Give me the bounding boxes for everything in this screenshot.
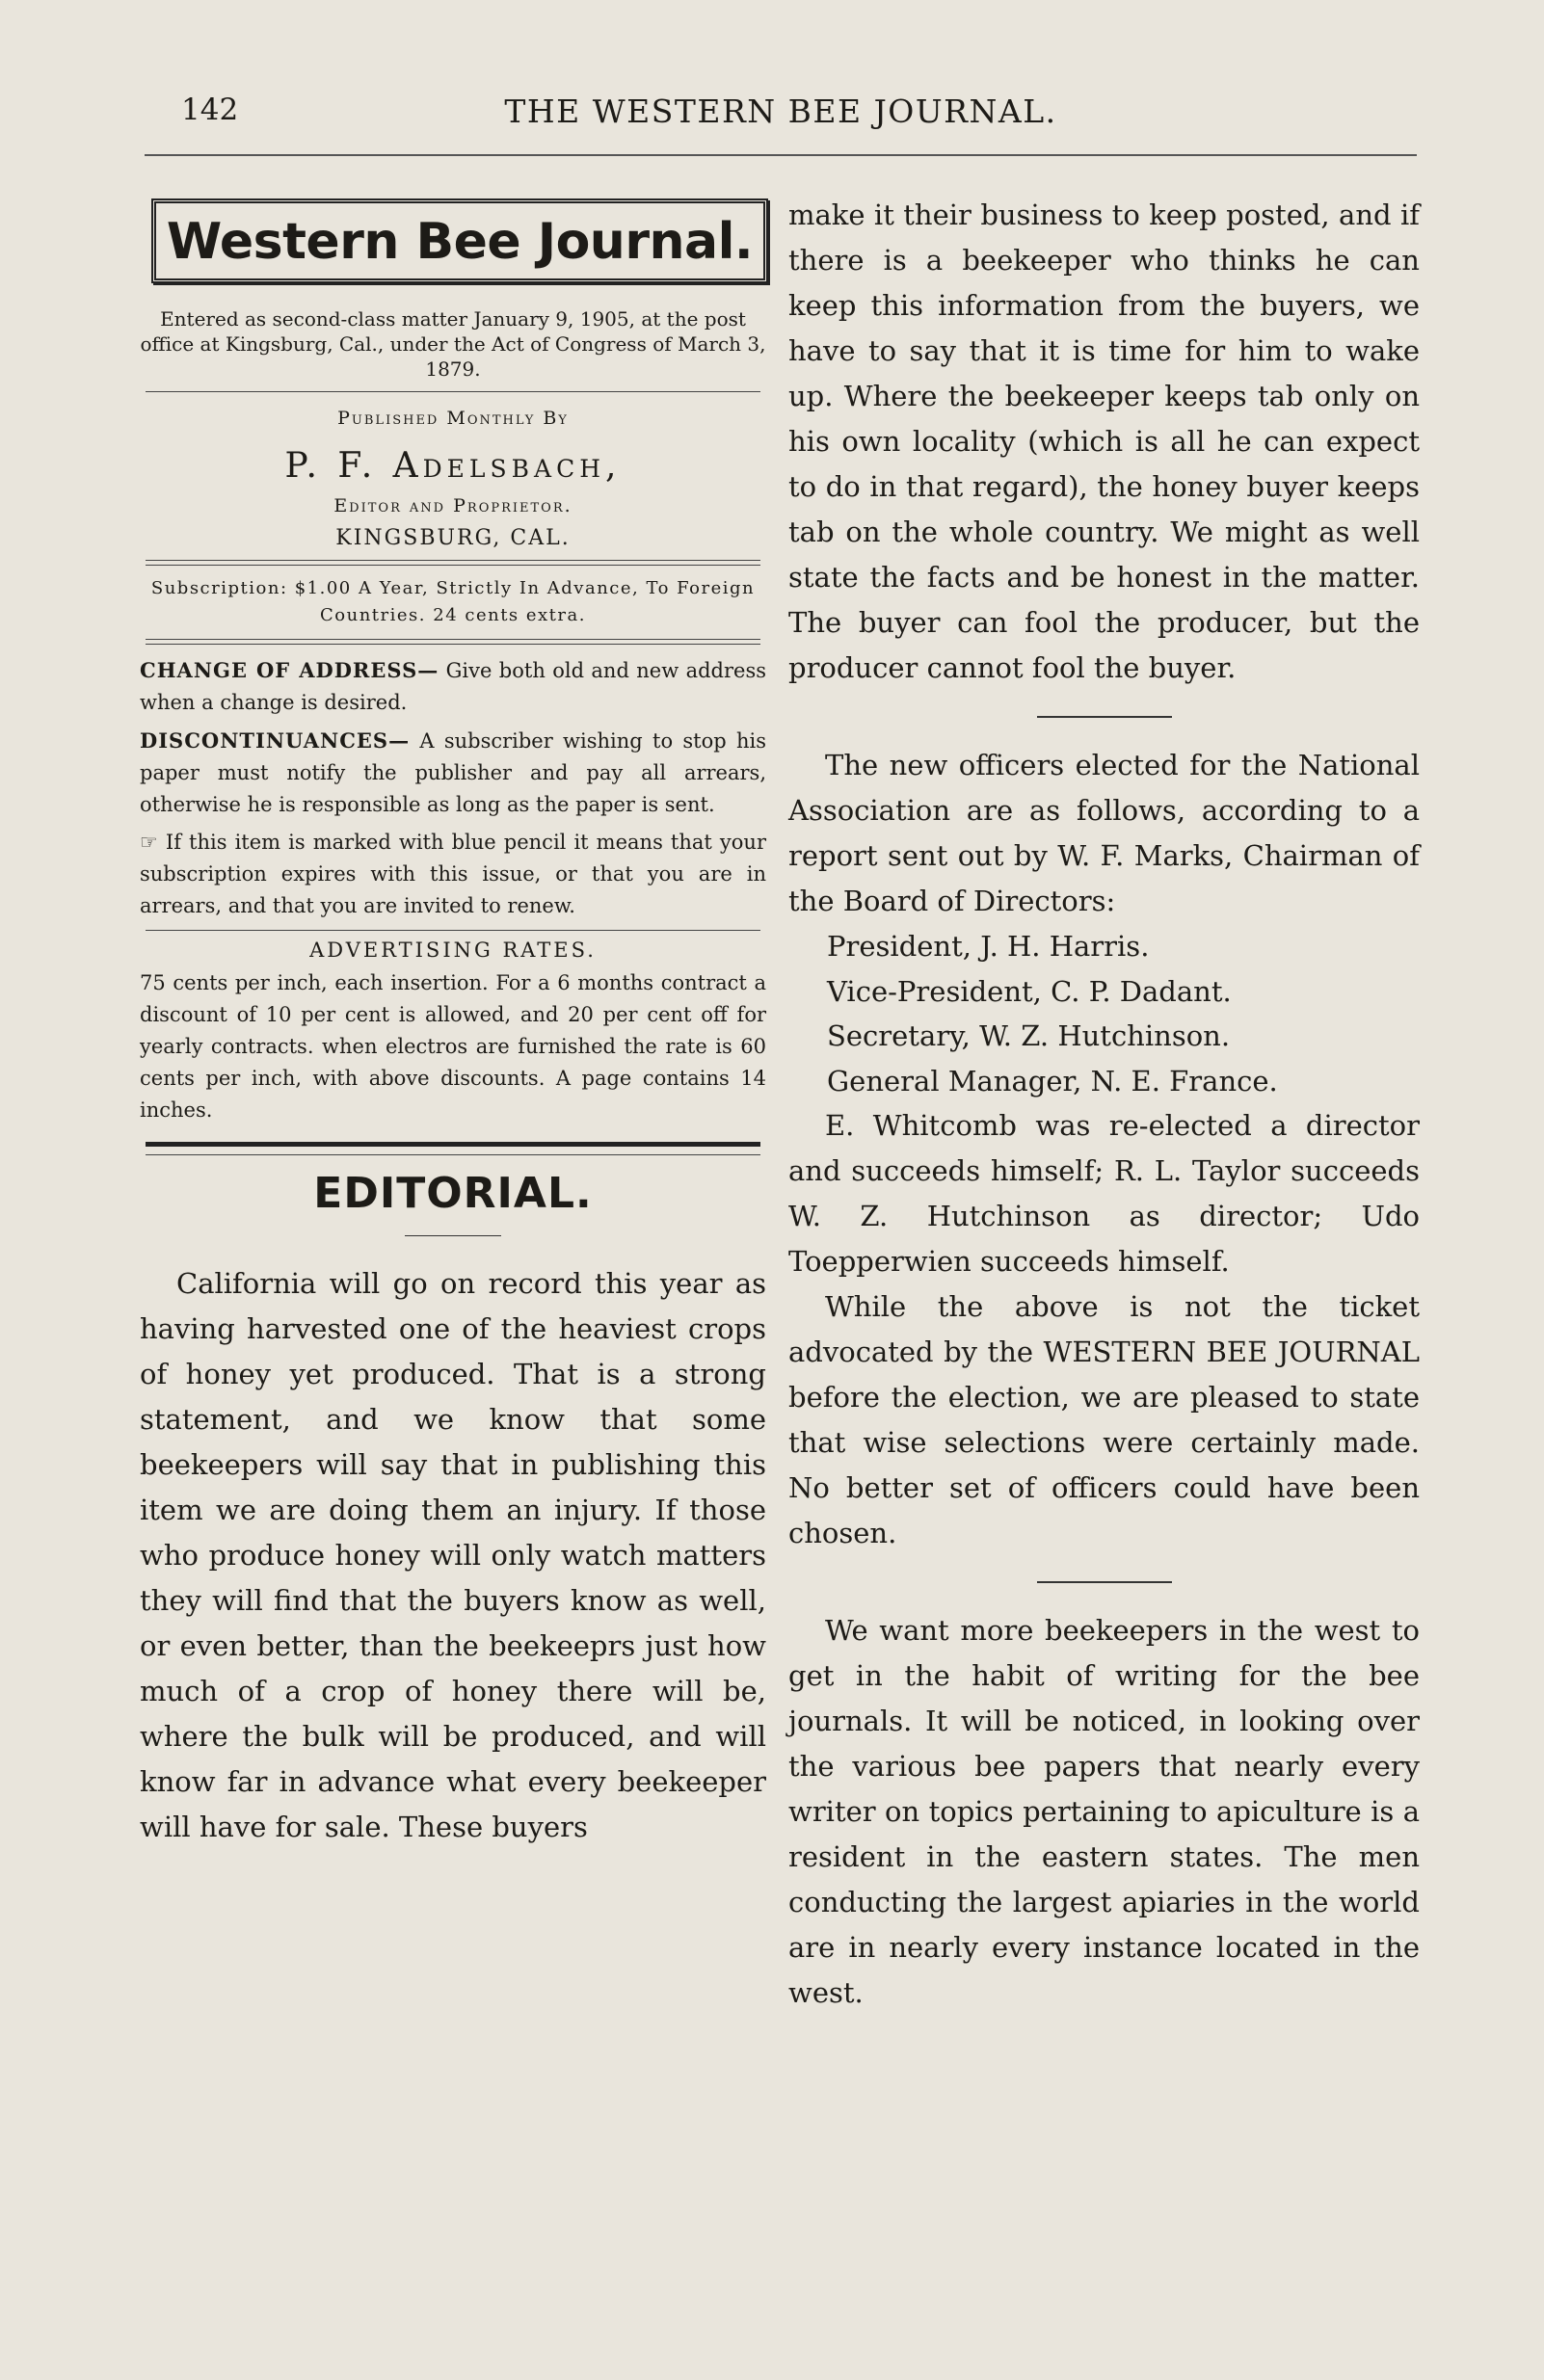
divider xyxy=(146,639,760,645)
publisher-place: KINGSBURG, CAL. xyxy=(335,526,571,550)
published-by: Published Monthly By xyxy=(337,408,569,429)
advertising-rates: 75 cents per inch, each insertion. For a 6 months contract a discount of 10 per cent is allowed, and 20 per cent off for yearly contracts. when electros are furnished the rate is 60 cents per inch, with above discounts. A page contains 14 inches. xyxy=(140,971,766,1122)
divider xyxy=(146,391,760,392)
divider xyxy=(146,930,760,931)
short-divider xyxy=(405,1235,501,1236)
divider xyxy=(146,560,760,566)
officer-item: Vice-President, C. P. Dadant. xyxy=(827,974,1232,1008)
editorial-paragraph-continued: make it their business to keep posted, and if there is a beekeeper who thinks he can keep this information from the buyers, we have to say that it is time for him to wake up. Where the beekeeper keeps tab only on his own locality (which is all he can expect to do in that regard), the honey buyer keeps tab on the whole country. We might as well state the facts and be honest in the matter. The buyer can fool the producer, but the producer cannot fool the buyer. xyxy=(788,198,1420,684)
officer-item: President, J. H. Harris. xyxy=(827,930,1150,963)
notice-text: A subscriber wishing to stop his paper must notify the publisher and pay all arrears, otherwise he is responsible as long as the paper is sent. xyxy=(140,729,766,816)
writers-paragraph: We want more beekeepers in the west to get in the habit of writing for the bee journals. It will be noticed, in looking over the various bee papers that nearly every writer on topics pertaining to apiculture is a resident in the eastern states. The men conducting the largest apiaries in the world are in nearly every instance located in the west. xyxy=(788,1614,1420,2009)
page-header xyxy=(145,93,1417,131)
officer-item: Secretary, W. Z. Hutchinson. xyxy=(827,1019,1231,1052)
subscription-info: Subscription: $1.00 A Year, Strictly In Advance, To Foreign Countries. 24 cents extra. xyxy=(150,578,756,625)
divider xyxy=(146,1154,760,1155)
notice-head: CHANGE OF ADDRESS— xyxy=(140,658,439,682)
header-rule xyxy=(145,154,1417,156)
notice-head: DISCONTINUANCES— xyxy=(140,728,411,753)
notice-text: Give both old and new address when a change is desired. xyxy=(140,659,767,714)
officer-item: General Manager, N. E. France. xyxy=(827,1064,1278,1097)
publisher-name: P. F. Adelsbach, xyxy=(284,446,622,486)
blue-pencil-notice xyxy=(140,827,766,922)
page-number: 142 xyxy=(181,93,239,127)
publisher-role: Editor and Proprietor. xyxy=(333,495,572,516)
discontinuance-notice xyxy=(140,725,766,821)
section-divider xyxy=(1037,1581,1172,1583)
running-title: THE WESTERN BEE JOURNAL. xyxy=(504,93,1057,130)
officer-list xyxy=(788,924,1420,1103)
section-divider xyxy=(1037,716,1172,718)
entry-note: Entered as second-class matter January 9, 1905, at the post office at Kingsburg, Cal., under the Act of Congress of March 3, 1879. xyxy=(140,307,766,381)
pointing-hand-icon: ☞ xyxy=(140,831,158,854)
editorial-paragraph: California will go on record this year as having harvested one of the heaviest crops of honey yet produced. That is a strong statement, and we know that some beekeepers will say that in publishing this item we are doing them an injury. If those who produce honey will only watch matters they will find that the buyers know as well, or even better, than the beekeeprs just how much of a crop of honey there will be, where the bulk will be produced, and will know far in advance what every beekeeper will have for sale. These buyers xyxy=(140,1267,766,1843)
masthead-box xyxy=(151,198,768,283)
notice-text: If this item is marked with blue pencil it means that your subscription expires with this issue, or that you are in arrears, and that you are invited to renew. xyxy=(140,831,766,917)
editorial-title: EDITORIAL. xyxy=(313,1169,593,1218)
advertising-title: ADVERTISING RATES. xyxy=(309,939,597,962)
left-column xyxy=(140,193,766,1850)
ticket-paragraph: While the above is not the ticket advocated by the WESTERN BEE JOURNAL before the election, we are pleased to state that wise selections were certainly made. No better set of officers could have been chosen. xyxy=(788,1290,1420,1549)
right-column xyxy=(788,193,1420,2016)
officers-paragraph: The new officers elected for the National Association are as follows, according to a report sent out by W. F. Marks, Chairman of the Board of Directors: xyxy=(788,749,1420,917)
heavy-divider xyxy=(146,1142,760,1147)
masthead-title: Western Bee Journal. xyxy=(166,213,754,271)
directors-paragraph: E. Whitcomb was re-elected a director and succeeds himself; R. L. Taylor succeeds W. Z. Hutchinson as director; Udo Toepperwien succeeds himself. xyxy=(788,1109,1420,1278)
change-of-address-notice xyxy=(140,654,766,719)
